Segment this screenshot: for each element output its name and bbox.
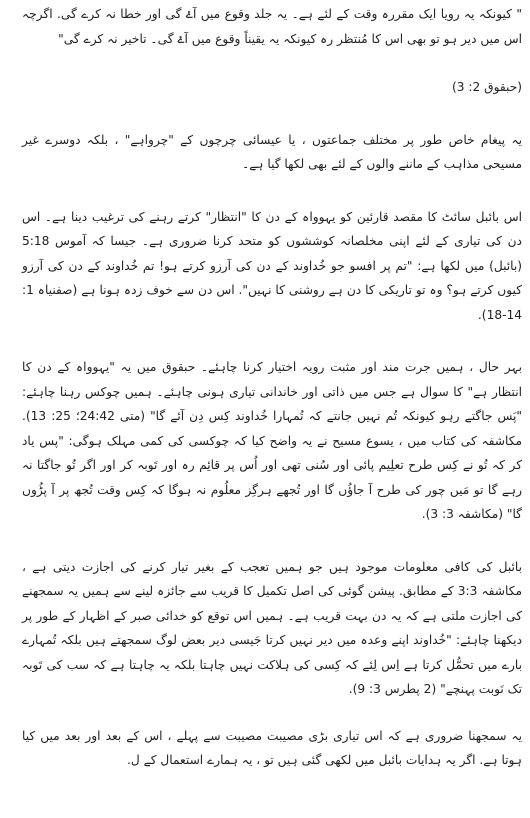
scripture-reference: (حبقوق 2: 3): [451, 80, 522, 94]
paragraph-spacer: [22, 51, 522, 75]
paragraph-spacer: [22, 100, 522, 128]
understanding-paragraph: یہ سمجھنا ضروری ہے کہ اس تیاری بڑی مصیبت مصیبت سے پہلے ، اس کے بعد اور بعد میں کیا ہوتا ہے. اگر یہ ہدایات بائبل میں لکھی گئی ہیں تو ، یہ ہمارے استعمال کے ل.: [22, 728, 522, 767]
audience-paragraph: یہ پیغام خاص طور پر مختلف جماعتوں ، یا عیسائی چرچوں کے "چرواہے" ، بلکہ دوسرے غیر مسیحی مذاہب کے ماننے والوں کے لئے بھی لکھا گیا ہے۔: [22, 132, 522, 171]
paragraph-spacer: [22, 527, 522, 555]
attitude-paragraph: بہر حال ، ہمیں جرت مند اور مثبت رویہ اختیار کرنا چاہئے۔ حبقوق میں یہ "یہوواہ کے دن کا انتظار ہے" کا سوال ہے جس میں ذاتی اور خاندانی تیاری ہونی چاہئے۔ ہمیں چوکس رہنا چاہئے: "پَس جاگتے رہو کیونکہ تُم نہیں جانتے کہ تُمہارا خُداوند کِس دِن آئے گا" (متی 24:42؛ 25: 13). مکاشفہ کی کتاب میں ، یسوع مسیح نے یہ واضح کیا کہ چوکسی کی کمی مہلک ہوگی: "پس یاد کر کہ تُو نے کِس طرح تعلِیم پائی اور سُنی تھی اور اُس پر قائِم رہ اور تَوبہ کر اور اگر تُو جاگتا نہ رہے گا تو مَیں چور کی طرح آ جاؤُں گا اور تُجھے ہرگِز معلُوم نہ ہوگا کہ کِس وقت تُجھ پر آ پڑُوں گا" (مکاشفہ 3: 3).: [22, 360, 523, 521]
purpose-paragraph: اس بائبل سائٹ کا مقصد قارئین کو یہوواہ کے دن کا "انتظار" کرتے رہنے کی ترغیب دینا ہے۔ اس دن کی تیاری کے لئے اپنی مخلصانہ کوششوں کو متحد کرنا ضروری ہے۔ جیسا کہ آموس 5:18 (بائبل) میں لکھا ہے: "تم پر افسو جو خُداوند کے دن کی آرزو کرتے ہو! تم خُداوند کے دن کی آرزو کیوں کرتے ہو؟ وہ تو تاریکی کا دن ہے روشنی کا نہیں". اس دن سے خوف زدہ ہونا ہے (صفنیاہ 1: 14-18).: [22, 209, 522, 322]
paragraph-spacer: [22, 177, 522, 205]
paragraph-spacer: [22, 702, 522, 724]
scripture-quote: " کیونکہ یہ رویا ایک مقررہ وقت کے لئے ہے۔ یہ جلد وقوع میں آۓ گی اور خطا نہ کرے گی. اگرچہ اس میں دیر ہو تو بھی اس کا مُنتظر رہ کیونکہ یہ یقیناً وقوع میں آۓ گی۔ تاخیر نہ کرے گی": [22, 7, 522, 46]
prophecy-paragraph: بائبل کی کافی معلومات موجود ہیں جو ہمیں تعجب کے بغیر تیار کرنے کی اجازت دیتی ہے ، مکاشفہ 3:3 کے مطابق. پیشن گوئی کی اصل تکمیل کا قریب سے جائزہ لینے سے ہمیں یہ سمجھنے کی اجازت ملتی ہے کہ یہ دن بہت قریب ہے۔ ہمیں اس توقع کو خدائی صبر کے اظہار کے طور پر دیکھنا چاہئے: "خُداوند اپنے وعدہ میں دیر نہیں کرتا جَیسی دیر بعض لوگ سمجھتے ہیں بلکہ تُمہارے بارے میں تحمُّل کرتا ہے اِس لِئے کہ کِسی کی ہلاکت نہیں چاہتا بلکہ یہ چاہتا ہے کہ سب کی تَوبہ تک نَوبت پہنچے" (2 پطرس 3: 9).: [22, 559, 522, 696]
paragraph-spacer: [22, 327, 522, 355]
